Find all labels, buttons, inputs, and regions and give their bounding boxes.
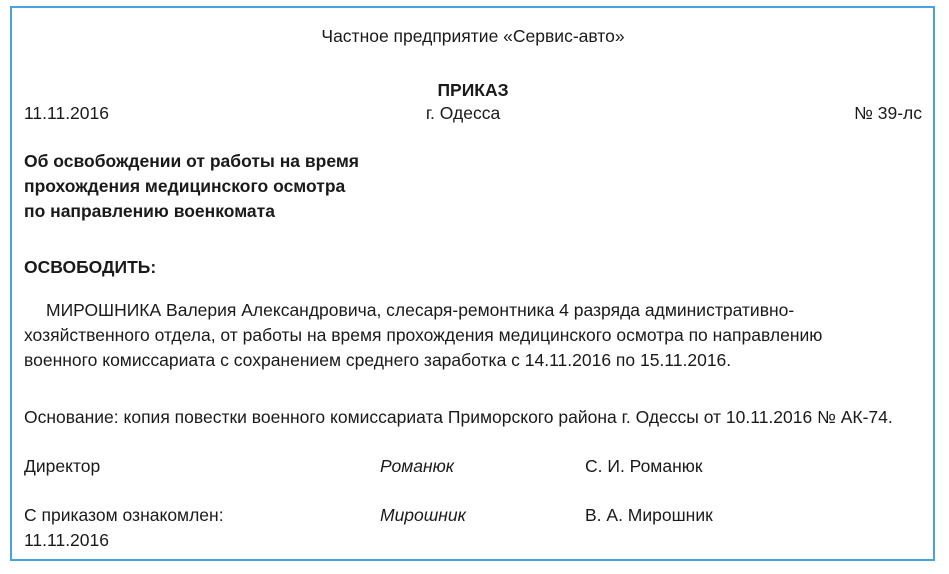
acknowledgement-label: С приказом ознакомлен: (24, 505, 224, 525)
directive-heading: ОСВОБОДИТЬ: (24, 257, 157, 277)
company-name: Частное предприятие «Сервис-авто» (321, 26, 625, 46)
employee-signature: Мирошник (380, 505, 466, 525)
acknowledgement-date: 11.11.2016 (24, 530, 109, 550)
employee-name: В. А. Мирошник (585, 505, 713, 525)
director-role: Директор (24, 456, 101, 476)
order-title: ПРИКАЗ (437, 80, 509, 100)
order-subject (24, 149, 424, 224)
subject-line: прохождения медицинского осмотра (24, 176, 346, 196)
subject-line: Об освобождении от работы на время (24, 151, 359, 171)
body-line: МИРОШНИКА Валерия Александровича, слесаря-ремонтника 4 разряда административно- (46, 300, 795, 320)
document-frame (10, 6, 935, 561)
body-line: хозяйственного отдела, от работы на время прохождения медицинского осмотра по направлению (24, 325, 823, 345)
director-name: С. И. Романюк (585, 456, 703, 476)
body-line: военного комиссариата с сохранением среднего заработка с 14.11.2016 по 15.11.2016. (24, 350, 732, 370)
subject-line: по направлению военкомата (24, 201, 275, 221)
order-body (24, 298, 922, 373)
order-basis: Основание: копия повестки военного комиссариата Приморского района г. Одессы от 10.11.2016 № АК-74. (24, 407, 893, 427)
order-number: № 39-лс (854, 103, 922, 123)
director-signature: Романюк (380, 456, 454, 476)
document-content (24, 8, 922, 559)
order-city: г. Одесса (425, 103, 501, 123)
order-date: 11.11.2016 (24, 103, 109, 123)
